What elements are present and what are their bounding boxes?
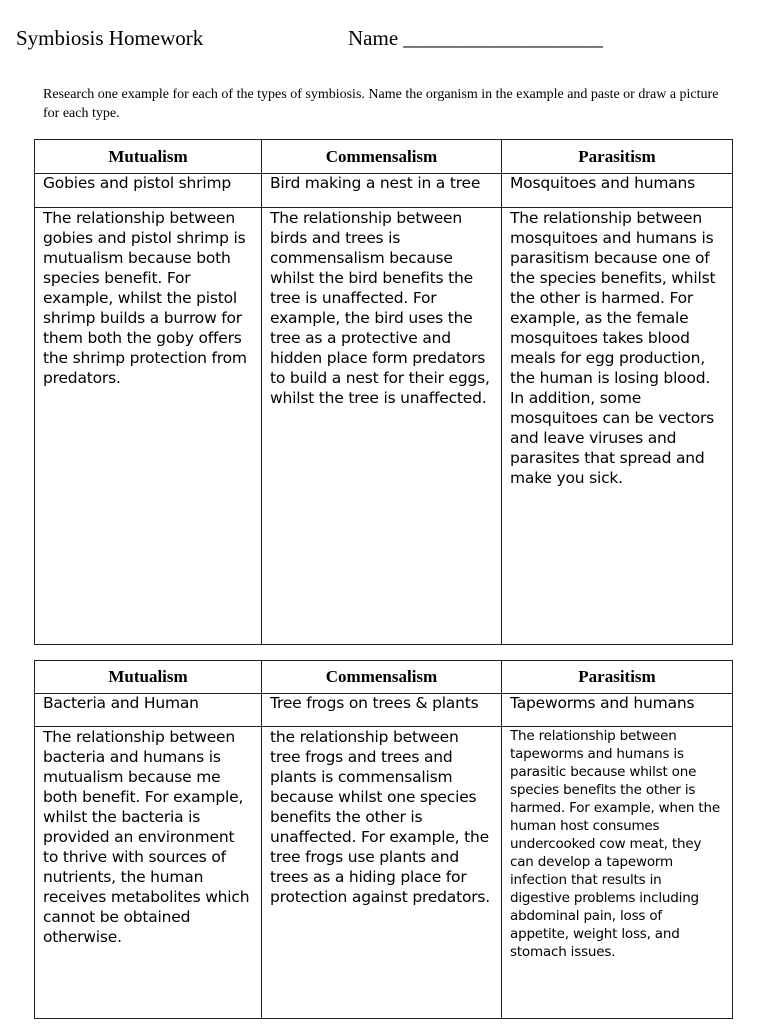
worksheet-title: Symbiosis Homework [16,26,204,50]
description-row [35,727,733,1019]
example-row [35,694,733,727]
symbiosis-table-1 [34,139,733,645]
example-commensalism: Tree frogs on trees & plants [262,694,502,727]
example-parasitism: Tapeworms and humans [502,694,733,727]
symbiosis-table-2 [34,660,733,1019]
example-mutualism: Gobies and pistol shrimp [35,174,262,208]
header-mutualism: Mutualism [35,661,262,694]
header-mutualism: Mutualism [35,140,262,174]
header-commensalism: Commensalism [262,140,502,174]
description-commensalism: The relationship between birds and trees is commensalism because whilst the bird benefits the tree is unaffected. For example, the bird uses the tree as a protective and hidden place form predators to build a nest for their eggs, whilst the tree is unaffected. [262,208,502,645]
header-parasitism: Parasitism [502,661,733,694]
header-parasitism: Parasitism [502,140,733,174]
name-field-label: Name ___________________ [348,26,603,50]
header-commensalism: Commensalism [262,661,502,694]
description-parasitism: The relationship between mosquitoes and humans is parasitism because one of the species benefits, whilst the other is harmed. For example, as the female mosquitoes takes blood meals for egg production, the human is losing blood. In addition, some mosquitoes can be vectors and leave viruses and parasites that spread and make you sick. [502,208,733,645]
description-parasitism: The relationship between tapeworms and humans is parasitic because whilst one species benefits the other is harmed. For example, when the human host consumes undercooked cow meat, they can develop a tapeworm infection that results in digestive problems including abdominal pain, loss of appetite, weight loss, and stomach issues. [502,727,733,1019]
description-row [35,208,733,645]
description-commensalism: the relationship between tree frogs and trees and plants is commensalism because whilst one species benefits the other is unaffected. For example, the tree frogs use plants and trees as a hiding place for protection against predators. [262,727,502,1019]
header-row [35,140,733,174]
example-parasitism: Mosquitoes and humans [502,174,733,208]
example-commensalism: Bird making a nest in a tree [262,174,502,208]
instructions-text: Research one example for each of the types of symbiosis. Name the organism in the example and paste or draw a picture for each type. [43,87,719,121]
description-mutualism: The relationship between bacteria and humans is mutualism because me both benefit. For example, whilst the bacteria is provided an environment to thrive with sources of nutrients, the human receives metabolites which cannot be obtained otherwise. [35,727,262,1019]
example-mutualism: Bacteria and Human [35,694,262,727]
example-row [35,174,733,208]
header-row [35,661,733,694]
description-mutualism: The relationship between gobies and pistol shrimp is mutualism because both species benefit. For example, whilst the pistol shrimp builds a burrow for them both the goby offers the shrimp protection from predators. [35,208,262,645]
